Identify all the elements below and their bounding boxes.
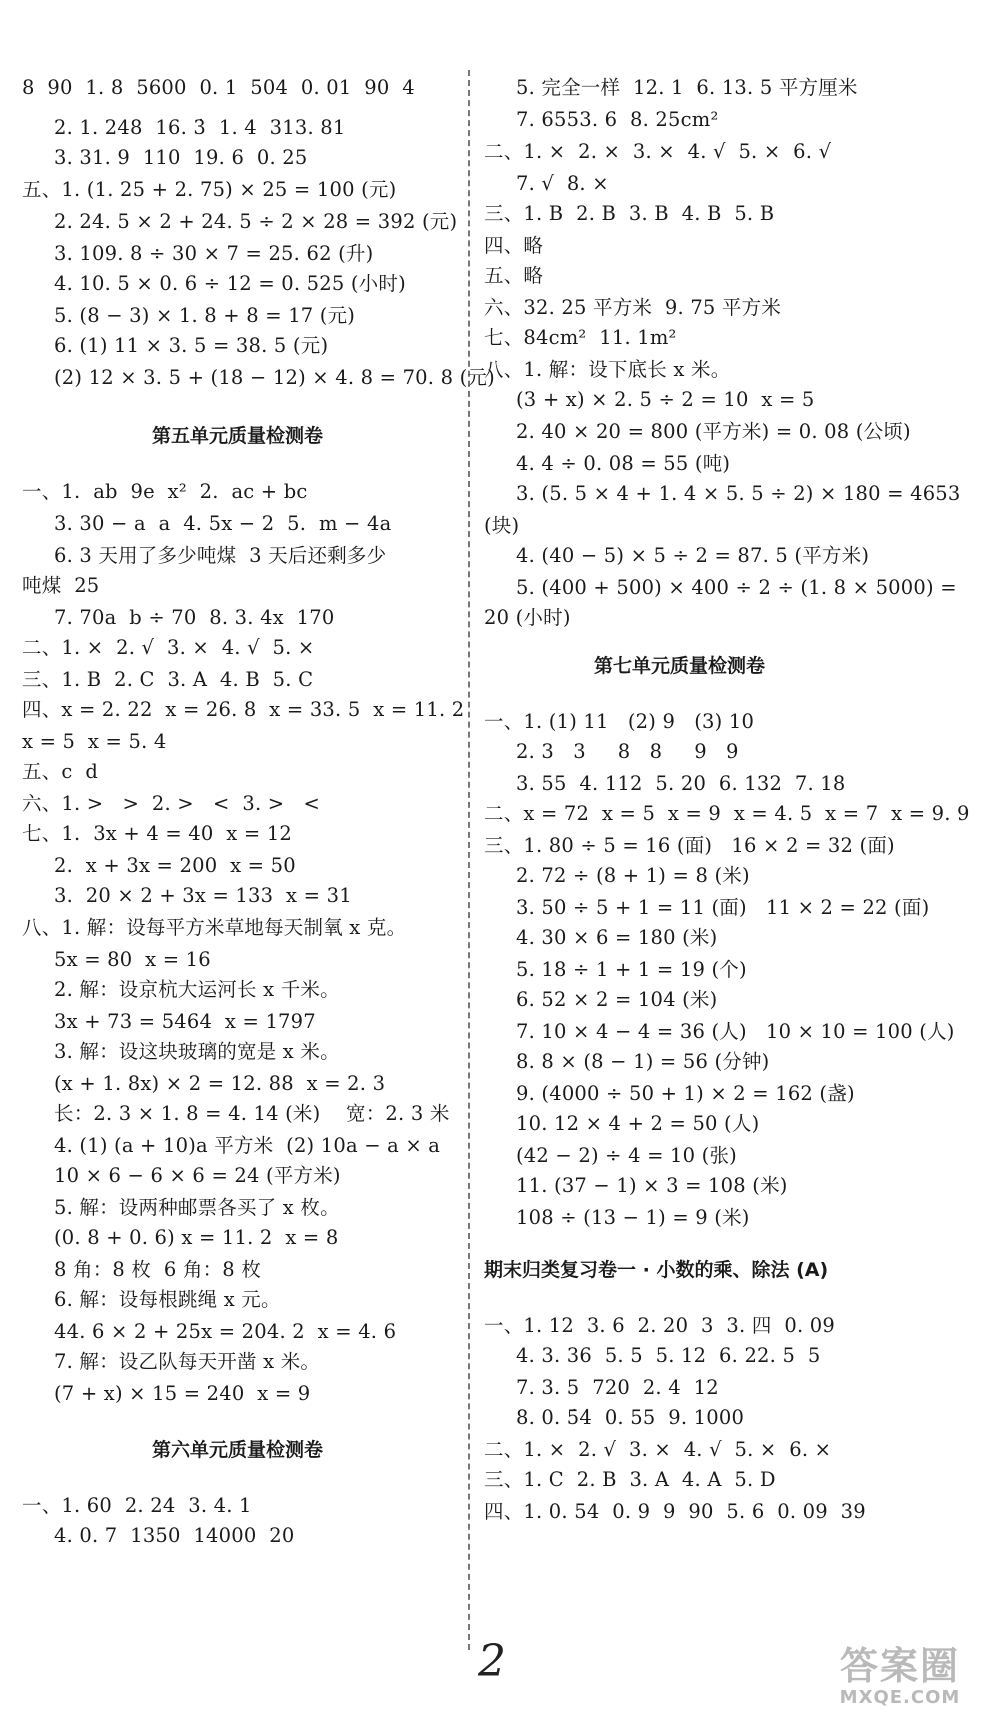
section-heading: 第七单元质量检测卷 xyxy=(594,655,766,677)
answer-line: 4. 4 ÷ 0. 08 = 55 (吨) xyxy=(516,452,731,475)
answer-line: 108 ÷ (13 − 1) = 9 (米) xyxy=(516,1206,750,1229)
answer-line: 44. 6 × 2 + 25x = 204. 2 x = 4. 6 xyxy=(54,1320,397,1343)
answer-line: 2. 24. 5 × 2 + 24. 5 ÷ 2 × 28 = 392 (元) xyxy=(54,210,458,233)
answer-line: 六、1. > > 2. > < 3. > < xyxy=(22,792,321,815)
page-number: 2 xyxy=(478,1636,506,1687)
answer-line: 8 角：8 枚 6 角：8 枚 xyxy=(54,1258,262,1281)
answer-line: 2. 3 3 8 8 9 9 xyxy=(516,740,739,763)
answer-line: 三、1. B 2. C 3. A 4. B 5. C xyxy=(22,668,314,691)
answer-line: 七、1. 3x + 4 = 40 x = 12 xyxy=(22,822,293,845)
answer-line: 8. 8 × (8 − 1) = 56 (分钟) xyxy=(516,1050,770,1073)
answer-line: 7. 10 × 4 − 4 = 36 (人) 10 × 10 = 100 (人) xyxy=(516,1020,955,1043)
answer-line: 7. 70a b ÷ 70 8. 3. 4x 170 xyxy=(54,606,335,629)
answer-line: 七、84cm² 11. 1m² xyxy=(484,326,677,349)
answer-line: 3. 50 ÷ 5 + 1 = 11 (面) 11 × 2 = 22 (面) xyxy=(516,896,930,919)
answer-line: 吨煤 25 xyxy=(22,574,100,597)
answer-line: 2. 解：设京杭大运河长 x 千米。 xyxy=(54,978,340,1001)
watermark-url: MXQE.COM xyxy=(839,1687,961,1708)
answer-line: (7 + x) × 15 = 240 x = 9 xyxy=(54,1382,311,1405)
answer-line: 3. 31. 9 110 19. 6 0. 25 xyxy=(54,146,308,169)
answer-line: (2) 12 × 3. 5 + (18 − 12) × 4. 8 = 70. 8 (元) xyxy=(54,366,495,389)
answer-line: (42 − 2) ÷ 4 = 10 (张) xyxy=(516,1144,737,1167)
answer-line: 5. (8 − 3) × 1. 8 + 8 = 17 (元) xyxy=(54,304,356,327)
answer-line: 五、1. (1. 25 + 2. 75) × 25 = 100 (元) xyxy=(22,178,397,201)
answer-line: 4. 3. 36 5. 5 5. 12 6. 22. 5 5 xyxy=(516,1344,821,1367)
answer-line: 五、c d xyxy=(22,760,99,783)
answer-line: 二、1. × 2. √ 3. × 4. √ 5. × 6. × xyxy=(484,1438,832,1461)
answer-line: 4. 30 × 6 = 180 (米) xyxy=(516,926,718,949)
answer-line: 三、1. B 2. B 3. B 4. B 5. B xyxy=(484,202,775,225)
answer-line: 二、1. × 2. √ 3. × 4. √ 5. × xyxy=(22,636,315,659)
section-heading: 期末归类复习卷一 · 小数的乘、除法 (A) xyxy=(484,1259,829,1281)
answer-line: 4. 10. 5 × 0. 6 ÷ 12 = 0. 525 (小时) xyxy=(54,272,406,295)
answer-line: 6. 解：设每根跳绳 x 元。 xyxy=(54,1288,281,1311)
answer-line: 四、1. 0. 54 0. 9 9 90 5. 6 0. 09 39 xyxy=(484,1500,866,1523)
answer-line: 4. (40 − 5) × 5 ÷ 2 = 87. 5 (平方米) xyxy=(516,544,870,567)
answer-line: 7. 3. 5 720 2. 4 12 xyxy=(516,1376,719,1399)
answer-line: 5. 18 ÷ 1 + 1 = 19 (个) xyxy=(516,958,747,981)
answer-line: 2. 1. 248 16. 3̇ 1. 4 313. 81 xyxy=(54,116,346,139)
section-heading: 第五单元质量检测卷 xyxy=(152,425,324,447)
answer-line: 5. 完全一样 12. 1 6. 13. 5 平方厘米 xyxy=(516,76,858,99)
answer-line: 7. √ 8. × xyxy=(516,172,609,195)
answer-line: 3. 109. 8 ÷ 30 × 7 = 25. 62 (升) xyxy=(54,242,374,265)
answer-line: 六、32. 25 平方米 9. 75 平方米 xyxy=(484,296,782,319)
section-heading: 第六单元质量检测卷 xyxy=(152,1439,324,1461)
answer-line: 一、1. ab 9e x² 2. ac + bc xyxy=(22,480,308,503)
answer-line: 四、略 xyxy=(484,234,544,257)
answer-line: 八、1. 解：设下底长 x 米。 xyxy=(484,358,731,381)
answer-line: 5. 解：设两种邮票各买了 x 枚。 xyxy=(54,1196,340,1219)
answer-line: 一、1. 60 2. 24 3. 4. 1 xyxy=(22,1494,252,1517)
answer-line: 一、1. 12 3. 6 2. 20 3 3. 四 0. 09 xyxy=(484,1314,835,1337)
answer-line: 8. 0. 5̇4̇ 0. 55 9. 1000 xyxy=(516,1406,745,1429)
answer-line: 6. 52 × 2 = 104 (米) xyxy=(516,988,718,1011)
answer-line: 8 90 1. 8 5600 0. 1 504 0. 01 90 4 xyxy=(22,76,415,99)
answer-line: 3. 20 × 2 + 3x = 133 x = 31 xyxy=(54,884,352,907)
answer-line: 二、1. × 2. × 3. × 4. √ 5. × 6. √ xyxy=(484,140,832,163)
answer-line: 10 × 6 − 6 × 6 = 24 (平方米) xyxy=(54,1164,341,1187)
answer-line: 长：2. 3 × 1. 8 = 4. 14 (米) 宽：2. 3 米 xyxy=(54,1102,450,1125)
answer-line: (x + 1. 8x) × 2 = 12. 88 x = 2. 3 xyxy=(54,1072,386,1095)
answer-line: 2. 40 × 20 = 800 (平方米) = 0. 08 (公顷) xyxy=(516,420,911,443)
column-divider xyxy=(468,70,470,1650)
answer-line: 6. 3 天用了多少吨煤 3 天后还剩多少 xyxy=(54,544,387,567)
answer-line: 3. 解：设这块玻璃的宽是 x 米。 xyxy=(54,1040,340,1063)
answer-line: 四、x = 2. 22 x = 26. 8 x = 33. 5 x = 11. 2 xyxy=(22,698,465,721)
answer-line: 3. 30 − a a 4. 5x − 2 5. m − 4a xyxy=(54,512,392,535)
answer-line: 10. 12 × 4 + 2 = 50 (人) xyxy=(516,1112,760,1135)
answer-line: 三、1. C 2. B 3. A 4. A 5. D xyxy=(484,1468,776,1491)
answer-line: 八、1. 解：设每平方米草地每天制氧 x 克。 xyxy=(22,916,407,939)
answer-line: 2. 72 ÷ (8 + 1) = 8 (米) xyxy=(516,864,750,887)
answer-line: 一、1. (1) 11 (2) 9 (3) 10 xyxy=(484,710,755,733)
watermark-main: 答案圈 xyxy=(839,1644,960,1688)
answer-line: 7. 6553. 6 8. 25cm² xyxy=(516,108,719,131)
answer-line: 3. (5. 5 × 4 + 1. 4 × 5. 5 ÷ 2) × 180 = 4653 xyxy=(516,482,961,505)
answer-line: (块) xyxy=(484,514,520,537)
answer-line: 11. (37 − 1) × 3 = 108 (米) xyxy=(516,1174,788,1197)
answer-line: 5x = 80 x = 16 xyxy=(54,948,211,971)
answer-line: 二、x = 72 x = 5 x = 9 x = 4. 5 x = 7 x = 9. 9 xyxy=(484,802,970,825)
answer-line: x = 5 x = 5. 4 xyxy=(22,730,167,753)
answer-line: 4. (1) (a + 10)a 平方米 (2) 10a − a × a xyxy=(54,1134,441,1157)
answer-line: 7. 解：设乙队每天开凿 x 米。 xyxy=(54,1350,321,1373)
answer-line: 五、略 xyxy=(484,264,544,287)
answer-line: 5. (400 + 500) × 400 ÷ 2 ÷ (1. 8 × 5000) = xyxy=(516,576,957,599)
answer-line: (3 + x) × 2. 5 ÷ 2 = 10 x = 5 xyxy=(516,388,815,411)
answer-line: 2. x + 3x = 200 x = 50 xyxy=(54,854,296,877)
answer-line: (0. 8 + 0. 6) x = 11. 2 x = 8 xyxy=(54,1226,339,1249)
answer-line: 20 (小时) xyxy=(484,606,571,629)
answer-line: 3x + 73 = 5464 x = 1797 xyxy=(54,1010,316,1033)
answer-line: 4. 0. 7 1350 14000 20 xyxy=(54,1524,295,1547)
watermark-logo xyxy=(810,1644,990,1710)
answer-line: 6. (1) 11 × 3. 5 = 38. 5 (元) xyxy=(54,334,329,357)
answer-line: 3. 55 4. 112 5. 20 6. 132 7. 18 xyxy=(516,772,846,795)
answer-line: 三、1. 80 ÷ 5 = 16 (面) 16 × 2 = 32 (面) xyxy=(484,834,895,857)
answer-line: 9. (4000 ÷ 50 + 1) × 2 = 162 (盏) xyxy=(516,1082,855,1105)
